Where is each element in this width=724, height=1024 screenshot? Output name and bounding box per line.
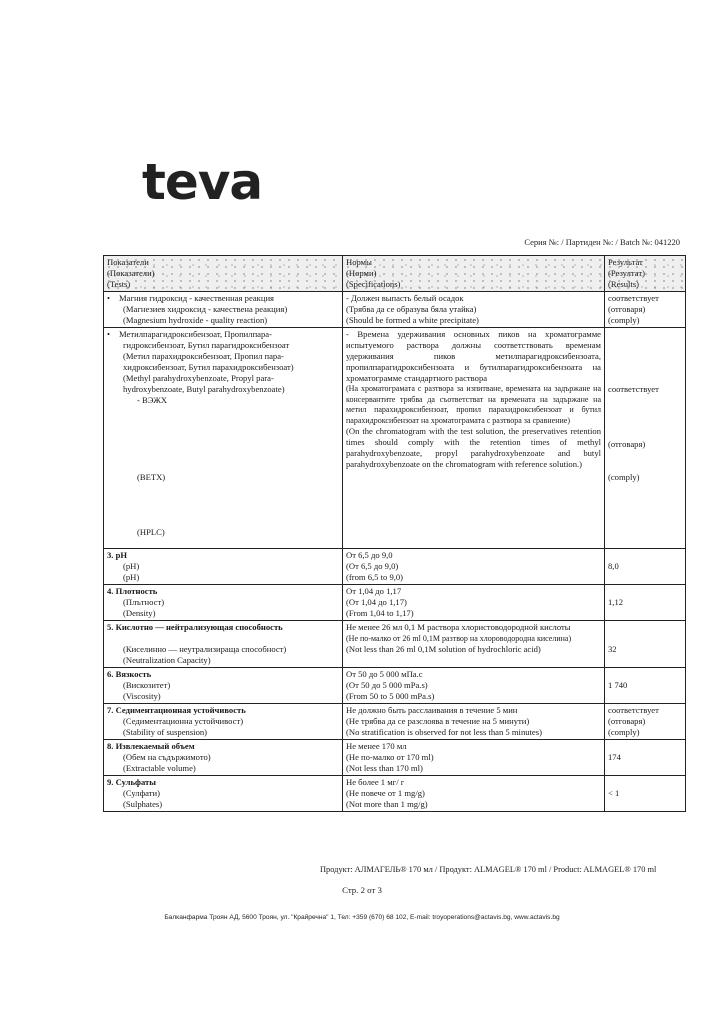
header-tests-ru: Показатели	[107, 257, 149, 267]
row-specs	[343, 549, 605, 585]
spec-ru: От 1,04 до 1,17	[346, 586, 402, 596]
test-name-en: (Extractable volume)	[123, 763, 196, 773]
spec-bg: (Не повече от 1 mg/g)	[346, 788, 425, 798]
row-specs	[343, 621, 605, 668]
spec-en: (Should be formed a white precipitate)	[346, 315, 479, 325]
bullet-icon: •	[107, 293, 111, 303]
result-ru: соответствует	[608, 705, 659, 715]
test-name-ru: 3. pH	[107, 550, 128, 560]
table-row	[104, 585, 686, 621]
test-name-bg: (Седиментационна устойчивост)	[123, 716, 244, 726]
result-value: 1,12	[608, 597, 624, 607]
header-results-bg: (Резултат)	[608, 268, 645, 278]
result-en: (comply)	[608, 315, 640, 325]
table-row	[104, 776, 686, 812]
spec-bg: (Не по-малко от 170 ml)	[346, 752, 434, 762]
row-results	[605, 621, 686, 668]
result-ru: соответствует	[608, 293, 659, 303]
test-name-bg: (Киселинно — неутрализираща способност)	[123, 644, 287, 654]
batch-number: Серия №: / Партиден №: / Batch №: 041220	[524, 237, 680, 247]
result-ru: соответствует	[608, 384, 659, 394]
test-name-en: (Magnesium hydroxide - quality reaction)	[123, 315, 268, 325]
test-name-en: (Neutralization Capacity)	[123, 655, 211, 665]
table-row	[104, 704, 686, 740]
row-tests	[104, 292, 343, 328]
test-name-ru: Метилпарагидроксибензоат, Пропилпара-	[119, 329, 272, 339]
header-results	[605, 256, 686, 292]
method-en: (HPLC)	[137, 527, 165, 537]
result-value: < 1	[608, 788, 620, 798]
teva-logo	[142, 150, 262, 214]
spec-bg: (От 50 до 5 000 mPa.s)	[346, 680, 428, 690]
header-tests	[104, 256, 343, 292]
spec-ru: От 50 до 5 000 мПа.с	[346, 669, 423, 679]
test-name-en: (Density)	[123, 608, 156, 618]
header-specs-en: (Specifications)	[346, 279, 401, 289]
product-line: Продукт: АЛМАГЕЛЬ® 170 мл / Продукт: ALMAGEL® 170 ml / Product: ALMAGEL® 170 ml	[320, 865, 657, 874]
spec-ru: Не должно быть расслаивания в течение 5 мин	[346, 705, 518, 715]
row-tests	[104, 668, 343, 704]
row-specs	[343, 328, 605, 549]
spec-en: (On the chromatogram with the test solution, the preservatives retention times should comply with the retention times of methyl parahydroxybenzoate, propyl parahydroxybenzoate and butyl parahydroxybenzoate on the chromatogram with reference solution.)	[346, 426, 601, 469]
test-name-en: (Viscosity)	[123, 691, 161, 701]
spec-ru: Не менее 26 мл 0,1 М раствора хлористоводородной кислоты	[346, 622, 571, 632]
row-tests	[104, 549, 343, 585]
test-name-en: (Methyl parahydroxybenzoate, Propyl para-	[123, 373, 274, 383]
test-name-en: (Sulphates)	[123, 799, 163, 809]
test-name-bg: (Сулфати)	[123, 788, 160, 798]
specification-table	[103, 255, 686, 812]
row-tests	[104, 740, 343, 776]
header-results-ru: Результат	[608, 257, 643, 267]
header-specs	[343, 256, 605, 292]
test-name-bg: (Обем на съдържимото)	[123, 752, 211, 762]
row-results	[605, 776, 686, 812]
header-specs-bg: (Норми)	[346, 268, 377, 278]
test-name-bg: (Вискозитет)	[123, 680, 171, 690]
result-bg: (отговаря)	[608, 439, 646, 449]
header-tests-en: (Tests)	[107, 279, 131, 289]
spec-ru: - Должен выпасть белый осадок	[346, 293, 464, 303]
test-name-bg: (Метил парахидроксибензоат, Пропил пара-	[123, 351, 284, 361]
spec-ru: Не менее 170 мл	[346, 741, 407, 751]
test-name-en: (Stability of suspension)	[123, 727, 208, 737]
row-specs	[343, 668, 605, 704]
spec-en: (Not less than 26 ml 0,1M solution of hydrochloric acid)	[346, 644, 541, 654]
page-number: Стр. 2 от 3	[342, 885, 382, 895]
test-name-ru: 8. Извлекаемый объем	[107, 741, 195, 751]
bullet-icon: •	[107, 329, 111, 339]
row-tests	[104, 704, 343, 740]
row-results	[605, 549, 686, 585]
spec-ru: От 6,5 до 9,0	[346, 550, 393, 560]
spec-en: (from 6,5 to 9,0)	[346, 572, 404, 582]
spec-en: (From 50 to 5 000 mPa.s)	[346, 691, 435, 701]
spec-bg: (От 6,5 до 9,0)	[346, 561, 399, 571]
table-row	[104, 292, 686, 328]
spec-bg: (Не трябва да се разслоява в течение на 5 минути)	[346, 716, 530, 726]
table-row	[104, 549, 686, 585]
row-results	[605, 704, 686, 740]
table-row	[104, 621, 686, 668]
table-row	[104, 740, 686, 776]
company-address: Балканфарма Троян АД, 5600 Троян, ул. "Крайречна" 1, Тел: +359 (670) 68 102, E-mail: troyoperations@actavis.bg, www.actavis.bg	[164, 914, 560, 921]
result-bg: (отговаря)	[608, 716, 646, 726]
spec-bg: (От 1,04 до 1,17)	[346, 597, 407, 607]
result-en: (comply)	[608, 727, 640, 737]
result-en: (comply)	[608, 472, 640, 482]
header-specs-ru: Нормы	[346, 257, 372, 267]
spec-en: (From 1,04 to 1,17)	[346, 608, 414, 618]
spec-en: (No stratification is observed for not less than 5 minutes)	[346, 727, 542, 737]
header-results-en: (Results)	[608, 279, 640, 289]
test-name-ru-cont: гидроксибензоат, Бутил парагидроксибензоат	[123, 340, 290, 350]
test-name-bg: (Плътност)	[123, 597, 165, 607]
row-specs	[343, 704, 605, 740]
spec-ru: Не более 1 мг/ г	[346, 777, 405, 787]
header-tests-bg: (Показатели)	[107, 268, 155, 278]
logo-text: teva	[142, 153, 263, 211]
test-name-ru: 5. Кислотно — нейтрализующая способность	[107, 622, 283, 632]
spec-bg: (Трябва да се образува бяла утайка)	[346, 304, 477, 314]
test-name-bg-cont: хидроксибензоат, Бутил парахидроксибензоат)	[123, 362, 294, 372]
spec-en: (Not less than 170 ml)	[346, 763, 423, 773]
test-name-en-cont: hydroxybenzoate, Butyl parahydroxybenzoate)	[123, 384, 285, 394]
row-tests	[104, 585, 343, 621]
result-value: 8,0	[608, 561, 619, 571]
spec-bg: (На хроматограмата с разтвора за изпитване, времената на задържане на консервантите трябва да съответстват на времената на задържане на метил парахидроксибензоат, пропил парахидроксибензоат и бутил парахидроксибензоат на хроматограмата с разтвора за сравнение)	[346, 384, 601, 425]
test-name-ru: Магния гидроксид - качественная реакция	[119, 293, 275, 303]
test-name-bg: (Магнезиев хидроксид - качествена реакция)	[123, 304, 288, 314]
test-name-ru: 6. Вязкость	[107, 669, 152, 679]
row-results	[605, 328, 686, 549]
result-value: 174	[608, 752, 621, 762]
result-value: 1 740	[608, 680, 628, 690]
spec-ru: - Времена удерживания основных пиков на хроматограмме испытуемого раствора должны соответствовать временам удерживания пиков метилпарагидроксибензоата, пропилпарагидроксибензоата и бутилпарагидроксибензоата на хроматограмме стандартного раствора	[346, 329, 601, 383]
spec-en: (Not more than 1 mg/g)	[346, 799, 428, 809]
row-tests	[104, 328, 343, 549]
table-row	[104, 328, 686, 549]
method-bg: (ВЕТХ)	[137, 472, 166, 482]
row-specs	[343, 585, 605, 621]
table-header-row	[104, 256, 686, 292]
table-row	[104, 668, 686, 704]
result-bg: (отговаря)	[608, 304, 646, 314]
spec-bg: (Не по-малко от 26 ml 0,1М разтвор на хлороводородна киселина)	[346, 634, 572, 643]
method-ru: - ВЭЖХ	[137, 395, 168, 405]
test-name-ru: 4. Плотность	[107, 586, 158, 596]
test-name-ru: 7. Седиментационная устойчивость	[107, 705, 246, 715]
test-name-bg: (pH)	[123, 561, 140, 571]
test-name-ru: 9. Сульфаты	[107, 777, 156, 787]
row-results	[605, 585, 686, 621]
row-specs	[343, 292, 605, 328]
row-tests	[104, 776, 343, 812]
row-specs	[343, 776, 605, 812]
row-specs	[343, 740, 605, 776]
test-name-en: (pH)	[123, 572, 140, 582]
row-tests	[104, 621, 343, 668]
result-value: 32	[608, 644, 617, 654]
row-results	[605, 740, 686, 776]
row-results	[605, 668, 686, 704]
row-results	[605, 292, 686, 328]
